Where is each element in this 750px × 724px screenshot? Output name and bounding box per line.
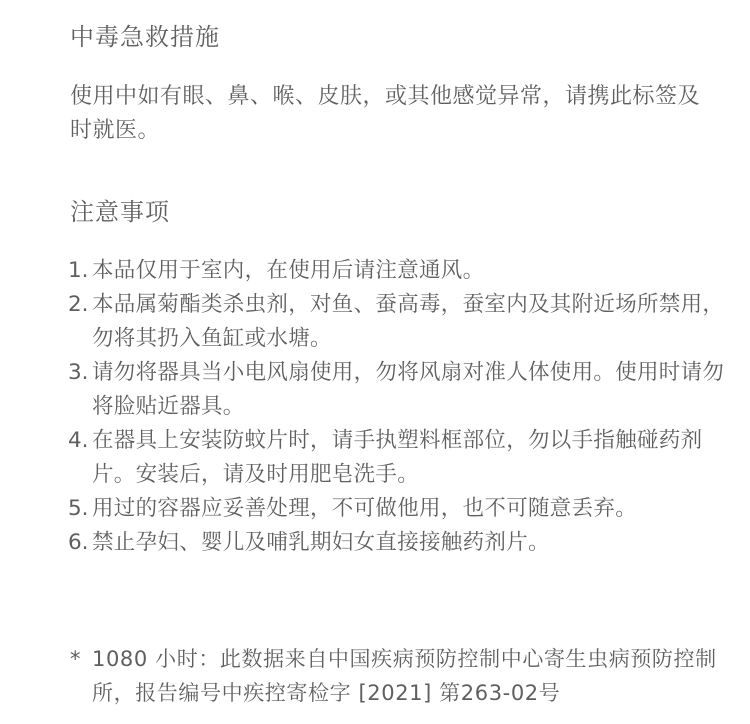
notes-list bbox=[68, 254, 728, 560]
list-item bbox=[68, 288, 728, 356]
footnote-text: 1080 小时：此数据来自中国疾病预防控制中心寄生虫病预防控制所，报告编号中疾控寄检字 [2021] 第263-02号 bbox=[92, 647, 717, 705]
notes-heading: 注意事项 bbox=[70, 198, 170, 226]
item-number: 5. bbox=[68, 496, 89, 521]
list-item bbox=[68, 492, 728, 526]
item-text: 在器具上安装防蚊片时，请手执塑料框部位，勿以手指触碰药剂片。安装后，请及时用肥皂洗手。 bbox=[92, 428, 703, 487]
item-text: 本品仅用于室内，在使用后请注意通风。 bbox=[92, 258, 485, 283]
item-number: 4. bbox=[68, 428, 89, 453]
item-number: 6. bbox=[68, 530, 89, 555]
list-item bbox=[68, 254, 728, 288]
footnote-marker: * bbox=[70, 647, 81, 671]
item-number: 3. bbox=[68, 360, 89, 385]
item-text: 本品属菊酯类杀虫剂，对鱼、蚕高毒，蚕室内及其附近场所禁用，勿将其扔入鱼缸或水塘。 bbox=[92, 292, 725, 351]
item-number: 1. bbox=[68, 258, 89, 283]
first-aid-text: 使用中如有眼、鼻、喉、皮肤，或其他感觉异常，请携此标签及时就医。 bbox=[70, 84, 701, 143]
list-item bbox=[68, 356, 728, 424]
item-text: 用过的容器应妥善处理，不可做他用，也不可随意丢弃。 bbox=[92, 496, 638, 521]
item-number: 2. bbox=[68, 292, 89, 317]
item-text: 禁止孕妇、婴儿及哺乳期妇女直接接触药剂片。 bbox=[92, 530, 550, 555]
first-aid-heading: 中毒急救措施 bbox=[70, 23, 220, 51]
item-text: 请勿将器具当小电风扇使用，勿将风扇对准人体使用。使用时请勿将脸贴近器具。 bbox=[92, 360, 725, 419]
list-item bbox=[68, 526, 728, 560]
footnote bbox=[70, 642, 720, 710]
list-item bbox=[68, 424, 728, 492]
